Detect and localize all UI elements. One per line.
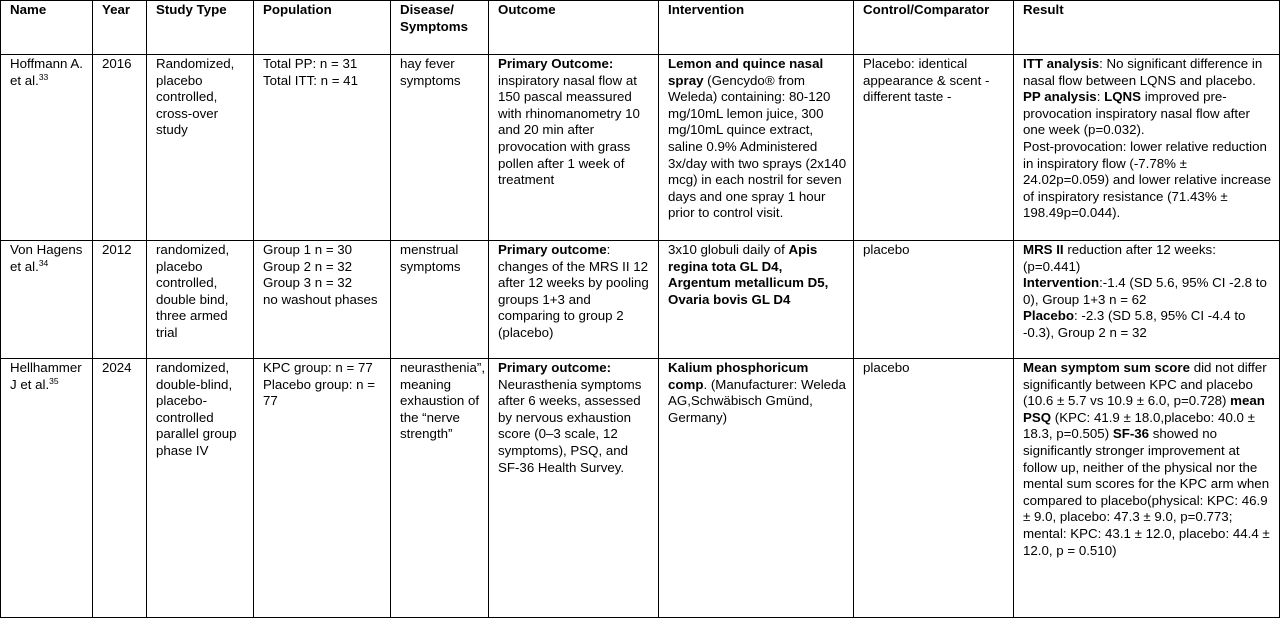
- bold-text: Placebo: [1023, 308, 1074, 324]
- bold-text: MRS II: [1023, 242, 1064, 257]
- text-segment: Total ITT: n = 41: [263, 72, 358, 88]
- text-segment: Placebo: identical appearance & scent - different taste -: [863, 56, 990, 105]
- header-name: Name: [1, 1, 93, 55]
- text-segment: KPC group: n = 77 Placebo group: n = 77: [263, 360, 375, 409]
- cell-control: [854, 241, 1014, 359]
- table-row: [1, 359, 1280, 618]
- cell-study-type: [147, 241, 254, 359]
- text-segment: neurasthenia”, meaning exhaustion of the “nerve strength”: [400, 360, 486, 442]
- bold-text: mean PSQ: [1023, 393, 1265, 425]
- text-segment: menstrual symptoms: [400, 242, 461, 274]
- bold-text: LQNS: [1104, 89, 1142, 105]
- cell-population: [254, 55, 391, 241]
- cell-population: [254, 359, 391, 618]
- cell-study-type: [147, 55, 254, 241]
- text-segment: Total PP: n = 31: [263, 56, 358, 71]
- cell-control: [854, 359, 1014, 618]
- text-segment: : -2.3 (SD 5.8, 95% CI -4.4 to -0.3), Group 2 n = 32: [1023, 308, 1246, 340]
- cell-intervention: [659, 359, 854, 618]
- text-segment: : No significant difference in nasal flow between LQNS and placebo.: [1023, 56, 1263, 88]
- text-segment: hay fever symptoms: [400, 56, 461, 88]
- bold-text: SF-36: [1112, 426, 1150, 442]
- reference-number: 35: [49, 375, 59, 386]
- cell-study-type: [147, 359, 254, 618]
- header-intervention: Intervention: [659, 1, 854, 55]
- cell-name: [1, 241, 93, 359]
- text-segment: :: [1096, 89, 1105, 105]
- header-row: [1, 1, 1280, 55]
- header-study-type: Study Type: [147, 1, 254, 55]
- reference-number: 34: [38, 257, 49, 268]
- cell-outcome: [489, 55, 659, 241]
- text-segment: Post-provocation: lower relative reduction in inspiratory flow (-7.78% ± 24.02p=0.059) and lower relative increase of inspiratory resistance (71.43% ± 198.49p=0.044).: [1023, 138, 1271, 221]
- bold-text: ITT analysis: [1023, 56, 1100, 71]
- bold-text: Lemon and quince nasal spray: [668, 56, 824, 88]
- text-segment: :-1.4 (SD 5.6, 95% CI -2.8 to 0), Group 1+3 n = 62: [1023, 275, 1267, 307]
- cell-name: [1, 359, 93, 618]
- text-segment: Von Hagens et al.: [10, 242, 83, 274]
- cell-result: [1014, 55, 1280, 241]
- header-disease-symptoms: Disease/ Symptoms: [391, 1, 489, 55]
- text-segment: Group 1 n = 30: [263, 242, 353, 257]
- cell-outcome: [489, 241, 659, 359]
- text-segment: Neurasthenia symptoms after 6 weeks, assessed by nervous exhaustion score (0–3 scale, 12 symptoms), PSQ, and SF-36 Health Survey.: [498, 376, 642, 475]
- bold-text: Intervention: [1023, 275, 1100, 291]
- cell-intervention: [659, 55, 854, 241]
- text-segment: randomized, placebo controlled, double bind, three armed trial: [156, 242, 230, 340]
- bold-text: Mean symptom sum score: [1023, 360, 1191, 375]
- text-segment: (Gencydo® from Weleda) containing: 80-120 mg/10mL lemon juice, 300 mg/10mL quince extract, saline 0.9% Administered 3x/day with two sprays (2x140 mcg) in each nostril for seven days and one spray 1 hour prior to control visit.: [668, 72, 847, 221]
- cell-year: 2012: [93, 241, 147, 359]
- cell-population: [254, 241, 391, 359]
- header-population: Population: [254, 1, 391, 55]
- text-segment: Group 3 n = 32: [263, 275, 353, 291]
- text-segment: did not differ significantly between KPC and placebo (10.6 ± 5.7 vs 10.9 ± 6.0, p=0.728): [1023, 360, 1267, 409]
- table-row: [1, 241, 1280, 359]
- bold-text: Primary outcome:: [498, 360, 612, 375]
- text-segment: no washout phases: [263, 291, 378, 307]
- header-year: Year: [93, 1, 147, 55]
- text-segment: (KPC: 41.9 ± 18.0,placebo: 40.0 ± 18.3, p=0.505): [1023, 409, 1255, 442]
- cell-intervention: [659, 241, 854, 359]
- cell-result: [1014, 359, 1280, 618]
- cell-control: [854, 55, 1014, 241]
- text-segment: reduction after 12 weeks: (p=0.441): [1023, 242, 1216, 274]
- cell-name: [1, 55, 93, 241]
- bold-text: Apis regina tota GL D4, Argentum metallicum D5, Ovaria bovis GL D4: [668, 242, 829, 307]
- bold-text: Primary outcome: [498, 242, 607, 257]
- cell-disease: [391, 241, 489, 359]
- cell-result: [1014, 241, 1280, 359]
- bold-text: Kalium phosphoricum comp: [668, 360, 809, 392]
- text-segment: improved pre-provocation inspiratory nasal flow after one week (p=0.032).: [1023, 89, 1250, 138]
- text-segment: 3x10 globuli daily of: [668, 242, 789, 257]
- text-segment: inspiratory nasal flow at 150 pascal meassured with rhinomanometry 10 and 20 min after provocation with grass pollen after 1 week of treatment: [498, 72, 640, 188]
- cell-disease: [391, 55, 489, 241]
- cell-disease: [391, 359, 489, 618]
- table-row: [1, 55, 1280, 241]
- bold-text: PP analysis: [1023, 89, 1097, 105]
- text-segment: placebo: [863, 242, 910, 257]
- header-outcome: Outcome: [489, 1, 659, 55]
- reference-number: 33: [38, 71, 49, 82]
- text-segment: Hellhammer J et al.: [10, 360, 82, 392]
- text-segment: . (Manufacturer: Weleda AG,Schwäbisch Gmünd, Germany): [668, 376, 846, 425]
- text-segment: placebo: [863, 360, 910, 375]
- text-segment: Hoffmann A. et al.: [10, 56, 83, 88]
- cell-year: 2024: [93, 359, 147, 618]
- header-control-comparator: Control/Comparator: [854, 1, 1014, 55]
- header-result: Result: [1014, 1, 1280, 55]
- text-segment: : changes of the MRS II 12 after 12 weeks by pooling groups 1+3 and comparing to group 2 (placebo): [498, 242, 649, 340]
- text-segment: Group 2 n = 32: [263, 258, 353, 274]
- cell-year: 2016: [93, 55, 147, 241]
- bold-text: Primary Outcome:: [498, 56, 614, 71]
- text-segment: showed no significantly stronger improvement at follow up, neither of the physical nor the mental sum scores for the KPC arm when compared to placebo(physical: KPC: 46.9 ± 9.0, placebo: 47.3 ± 9.0, p=0.773; mental: KPC: 43.1 ± 12.0, placebo: 44.4 ± 12.0, p = 0.510): [1023, 426, 1270, 558]
- text-segment: randomized, double-blind, placebo-controlled parallel group phase IV: [156, 360, 237, 458]
- cell-outcome: [489, 359, 659, 618]
- text-segment: Randomized, placebo controlled, cross-over study: [156, 56, 235, 138]
